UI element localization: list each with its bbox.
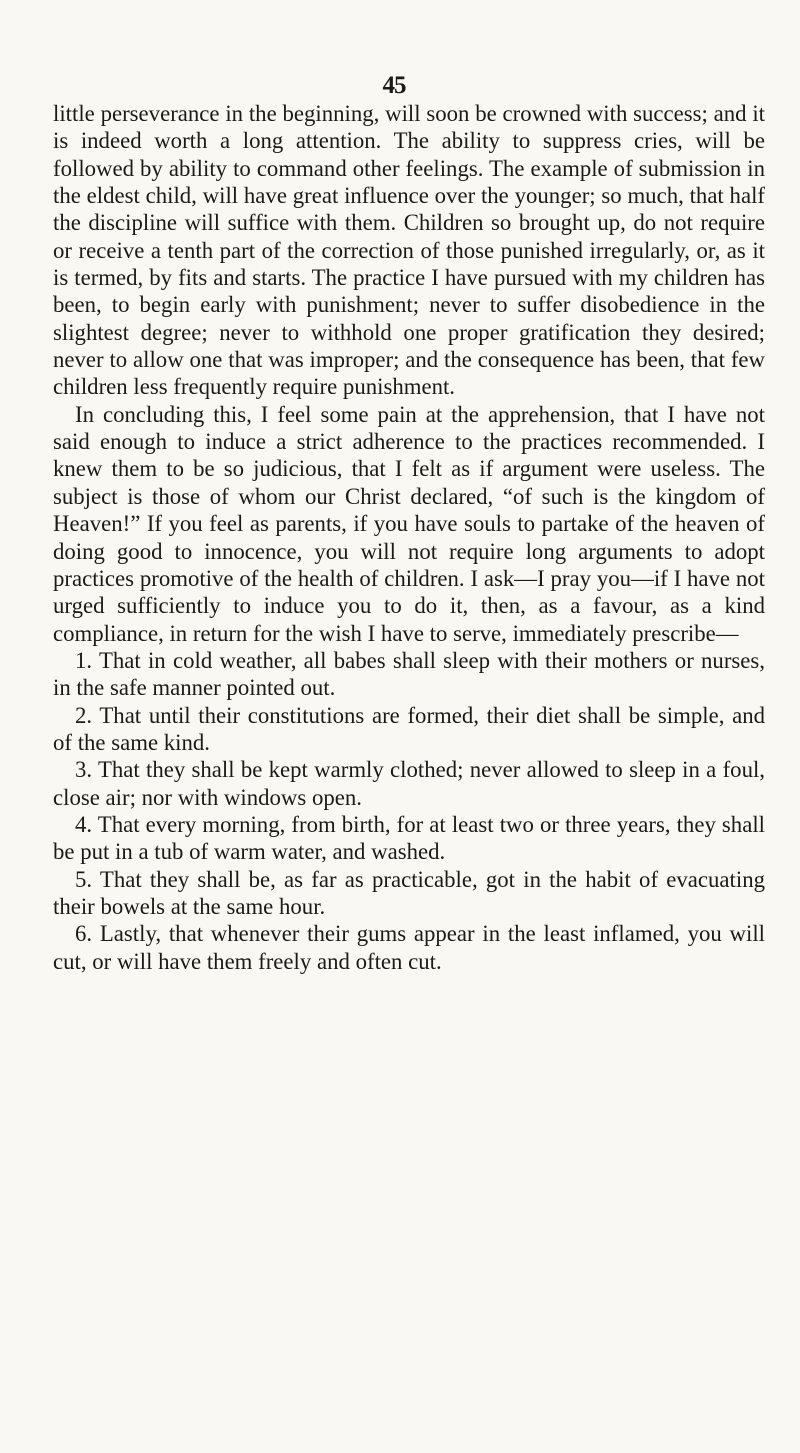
paragraph-concluding: In concluding this, I feel some pain at the apprehension, that I have not said enough to induce a strict adherence to the practices recommended. I knew them to be so judicious, that I felt as if argument were useless. The subject is those of whom our Christ declared, “of such is the kingdom of Heaven!” If you feel as parents, if you have souls to partake of the heaven of doing good to innocence, you will not require long arguments to adopt practices promotive of the health of children. I ask—I pray you—if I have not urged sufficiently to induce you to do it, then, as a favour, as a kind compliance, in return for the wish I have to serve, immediately prescribe— <box>53 401 765 646</box>
body-text <box>53 100 765 975</box>
list-item-6: 6. Lastly, that whenever their gums appear in the least inflamed, you will cut, or will have them freely and often cut. <box>53 921 765 974</box>
list-item-3: 3. That they shall be kept warmly clothed; never allowed to sleep in a foul, close air; nor with windows open. <box>53 757 765 810</box>
list-item-2: 2. That until their constitutions are formed, their diet shall be simple, and of the same kind. <box>53 702 765 755</box>
list-item-1: 1. That in cold weather, all babes shall sleep with their mothers or nurses, in the safe manner pointed out. <box>53 647 765 701</box>
list-item-4: 4. That every morning, from birth, for at least two or three years, they shall be put in a tub of warm water, and washed. <box>53 811 765 865</box>
paragraph-continuation: little perseverance in the beginning, will soon be crowned with success; and it is indeed worth a long attention. The ability to suppress cries, will be followed by ability to command other feelings. The example of submission in the eldest child, will have great influence over the younger; so much, that half the discipline will suffice with them. Children so brought up, do not require or receive a tenth part of the correction of those punished irregularly, or, as it is termed, by fits and starts. The practice I have pursued with my children has been, to begin early with punishment; never to suffer disobedience in the slightest degree; never to withhold one proper gratification they desired; never to allow one that was improper; and the consequence has been, that few children less frequently require punishment. <box>53 101 765 400</box>
page-number: 45 <box>382 72 406 99</box>
list-item-5: 5. That they shall be, as far as practicable, got in the habit of evacuating their bowels at the same hour. <box>53 866 765 919</box>
